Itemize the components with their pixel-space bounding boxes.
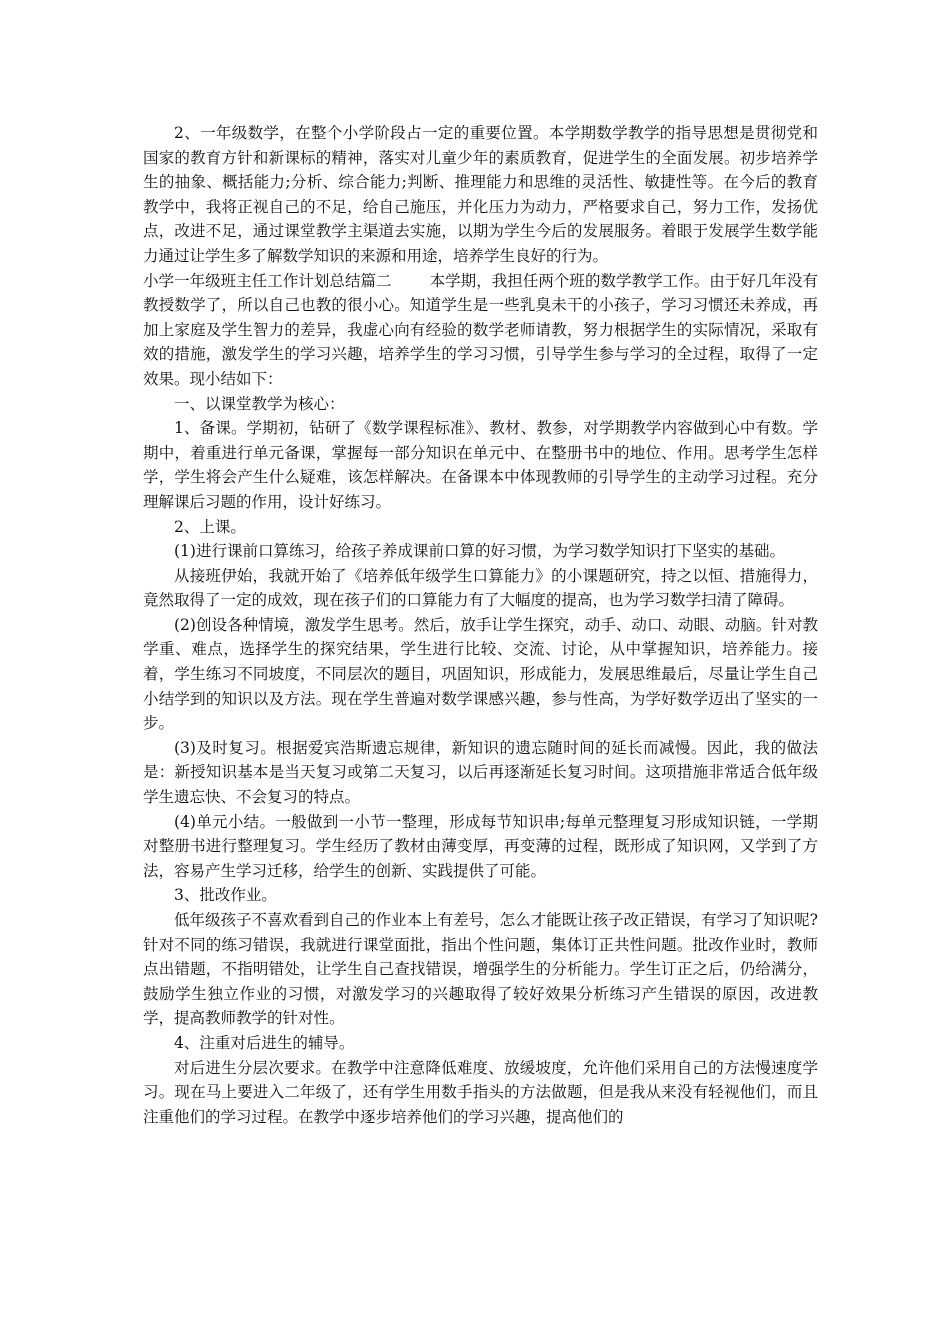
paragraph-create-situations: (2)创设各种情境，激发学生思考。然后，放手让学生探究，动手、动口、动眼、动脑。针对教学重、难点，选择学生的探究结果，学生进行比较、交流、讨论，从中掌握知识，培养能力。接着，学生练习不同坡度，不同层次的题目，巩固知识，形成能力，发展思维最后，尽量让学生自己小结学到的知识以及方法。现在学生普遍对数学课感兴趣，参与性高，为学好数学迈出了坚实的一步。 bbox=[143, 615, 818, 733]
paragraph-unit-summary: (4)单元小结。一般做到一小节一整理，形成每节知识串;每单元整理复习形成知识链，一学期对整册书进行整理复习。学生经历了教材由薄变厚，再变薄的过程，既形成了知识网，又学到了方法，容易产生学习迁移，给学生的创新、实践提供了可能。 bbox=[143, 812, 818, 880]
section-title: 小学一年级班主任工作计划总结篇二 bbox=[143, 271, 392, 290]
paragraph-summary-intro bbox=[143, 269, 818, 392]
paragraph-research-project: 从接班伊始，我就开始了《培养低年级学生口算能力》的小课题研究，持之以恒、措施得力，竟然取得了一定的成效，现在孩子们的口算能力有了大幅度的提高，也为学习数学扫清了障碍。 bbox=[143, 566, 818, 610]
heading-struggling-students: 4、注重对后进生的辅导。 bbox=[174, 1033, 355, 1052]
paragraph-timely-review: (3)及时复习。根据爱宾浩斯遗忘规律，新知识的遗忘随时间的延长而减慢。因此，我的做法是：新授知识基本是当天复习或第二天复习，以后再逐渐延长复习时间。这项措施非常适合低年级学生遗忘快、不会复习的特点。 bbox=[143, 738, 818, 807]
heading-homework-grading: 3、批改作业。 bbox=[174, 886, 277, 905]
heading-classroom-teaching: 一、以课堂教学为核心： bbox=[174, 394, 345, 413]
paragraph-oral-calculation: (1)进行课前口算练习，给孩子养成课前口算的好习惯，为学习数学知识打下坚实的基础。 bbox=[174, 542, 785, 561]
paragraph-struggling-students: 对后进生分层次要求。在教学中注意降低难度、放缓坡度，允许他们采用自己的方法慢速度学习。现在马上要进入二年级了，还有学生用数手指头的方法做题，但是我从来没有轻视他们，而且注重他们的学习过程。在教学中逐步培养他们的学习兴趣，提高他们的 bbox=[143, 1058, 818, 1126]
paragraph-lesson-prep: 1、备课。学期初，钻研了《数学课程标准》、教材、教参，对学期教学内容做到心中有数。学期中，着重进行单元备课，掌握每一部分知识在单元中、在整册书中的地位、作用。思考学生怎样学，学生将会产生什么疑难，该怎样解决。在备课本中体现教师的引导学生的主动学习过程。充分理解课后习题的作用，设计好练习。 bbox=[143, 419, 818, 511]
heading-class: 2、上课。 bbox=[174, 517, 246, 536]
document-page bbox=[143, 121, 818, 1129]
summary-intro-text: 本学期，我担任两个班的数学教学工作。由于好几年没有教授数学了，所以自己也教的很小心。知道学生是一些乳臭未干的小孩子，学习习惯还未养成，再加上家庭及学生智力的差异，我虚心向有经验的数学老师请教，努力根据学生的实际情况，采取有效的措施，激发学生的学习兴趣，培养学生的学习习惯，引导学生参与学习的全过程，取得了一定效果。现小结如下： bbox=[143, 271, 818, 388]
paragraph-homework-grading: 低年级孩子不喜欢看到自己的作业本上有差号，怎么才能既让孩子改正错误，有学习了知识呢?针对不同的练习错误，我就进行课堂面批，指出个性问题，集体订正共性问题。批改作业时，教师点出错题，不指明错处，让学生自己查找错误，增强学生的分析能力。学生订正之后，仍给满分，鼓励学生独立作业的习惯，对激发学习的兴趣取得了较好效果分析练习产生错误的原因，改进教学，提高教师教学的针对性。 bbox=[143, 911, 818, 1028]
paragraph-math-importance: 2、一年级数学，在整个小学阶段占一定的重要位置。本学期数学教学的指导思想是贯彻党和国家的教育方针和新课标的精神，落实对儿童少年的素质教育，促进学生的全面发展。初步培养学生的抽象、概括能力;分析、综合能力;判断、推理能力和思维的灵活性、敏捷性等。在今后的教育教学中，我将正视自己的不足，给自己施压，并化压力为动力，严格要求自己，努力工作，发扬优点，改进不足，通过课堂教学主渠道去实施，以期为学生今后的发展服务。着眼于发展学生数学能力通过让学生多了解数学知识的来源和用途，培养学生良好的行为。 bbox=[143, 124, 818, 265]
